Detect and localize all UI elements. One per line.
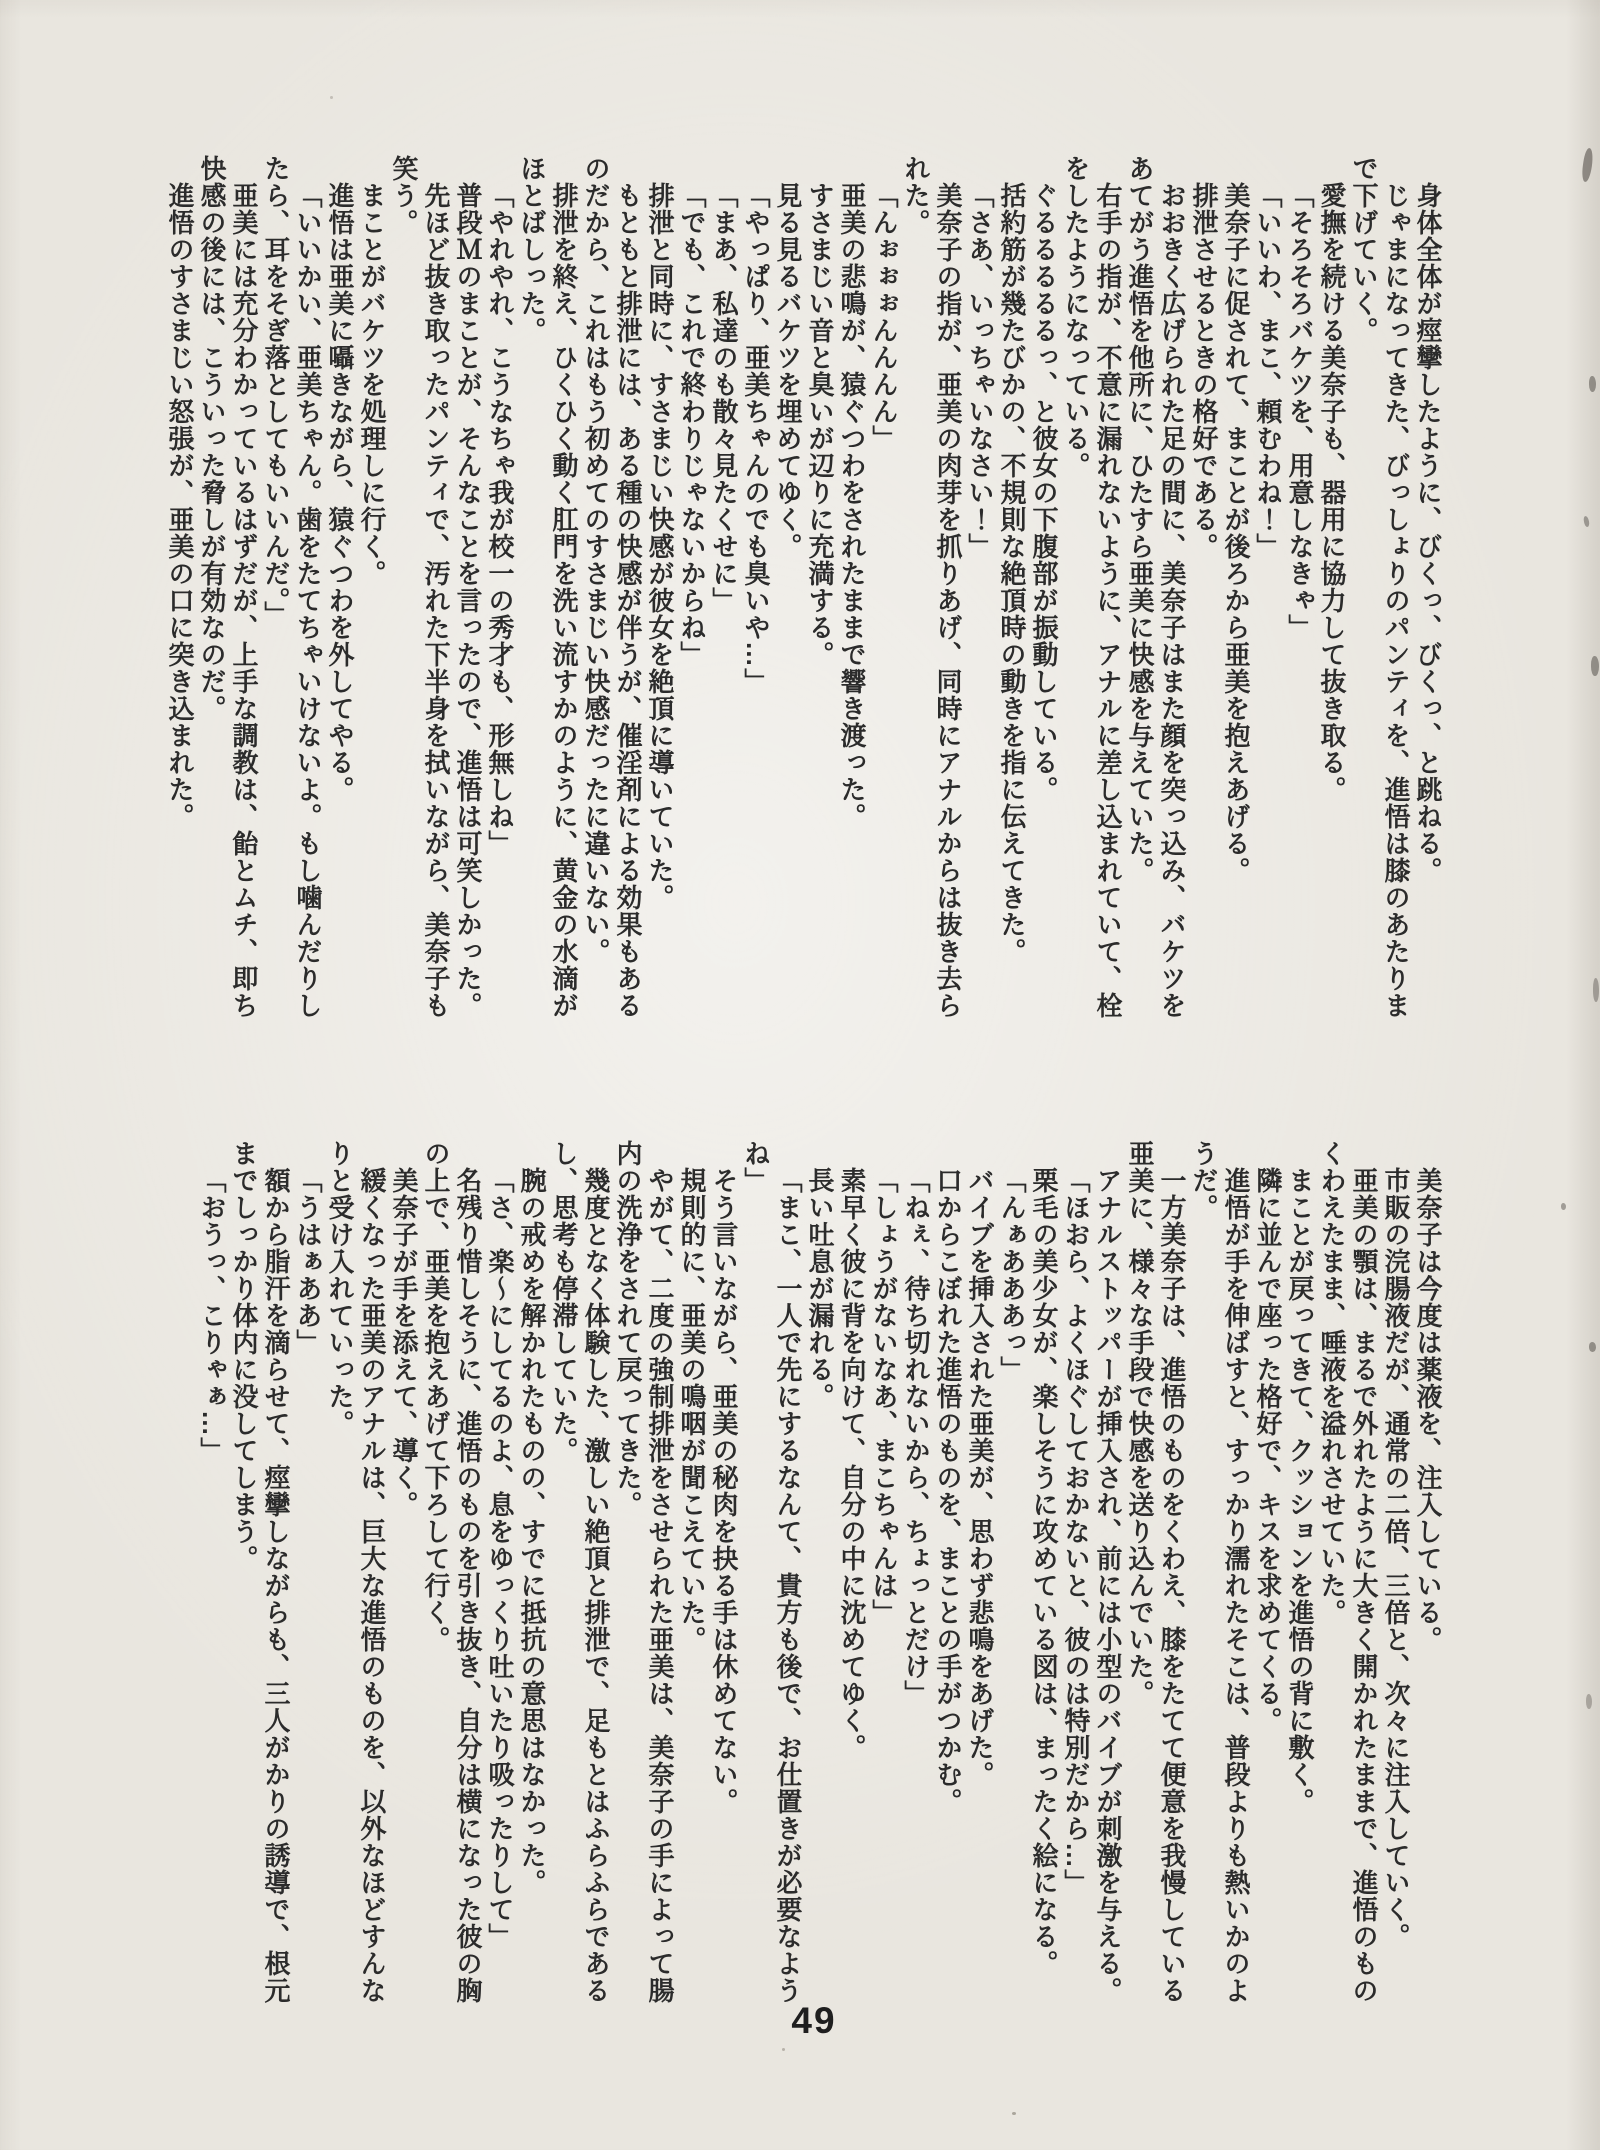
text-paragraph: 「いいかい、亜美ちゃん。歯をたてちゃいけないよ。もし噛んだりしたら、耳をそぎ落としてもいいんだ。」 bbox=[261, 155, 323, 1019]
text-paragraph: 愛撫を続ける美奈子も、器用に協力して抜き取る。 bbox=[1317, 182, 1347, 803]
text-paragraph: 長い吐息が漏れる。 bbox=[805, 1167, 835, 1410]
text-paragraph: やがて、二度の強制排泄をさせられた亜美は、美奈子の手によって腸内の洗浄をされて戻ってきた。 bbox=[613, 1140, 675, 2004]
text-paragraph: 「まこ、一人で先にするなんて、貴方も後で、お仕置きが必要なようね」 bbox=[741, 1140, 803, 2004]
text-paragraph: 隣に並んで座った格好で、キスを求めてくる。 bbox=[1253, 1167, 1283, 1734]
text-paragraph: 一方美奈子は、進悟のものをくわえ、膝をたてて便意を我慢している亜美に、様々な手段で快感を送り込んでいた。 bbox=[1125, 1140, 1187, 2004]
text-paragraph: まことが戻ってきて、クッションを進悟の背に敷く。 bbox=[1285, 1167, 1315, 1815]
text-paragraph: 額から脂汗を滴らせて、痙攣しながらも、三人がかりの誘導で、根元までしっかり体内に没してしまう。 bbox=[229, 1140, 291, 2004]
upper-text-block bbox=[114, 155, 1444, 1021]
text-paragraph: アナルストッパーが挿入され、前には小型のバイブが刺激を与える。 bbox=[1093, 1167, 1123, 2004]
text-paragraph: 「ほおら、よくほぐしておかないと、彼のは特別だから…」 bbox=[1061, 1167, 1091, 1896]
text-paragraph: じゃまになってきた、びっしょりのパンティを、進悟は膝のあたりまで下げていく。 bbox=[1349, 155, 1411, 1019]
text-paragraph: 普段Ｍのまことが、そんなことを言ったので、進悟は可笑しかった。 bbox=[453, 182, 483, 1019]
binding-mark bbox=[1589, 376, 1596, 392]
binding-mark bbox=[1581, 148, 1595, 183]
text-paragraph: 進悟のすさまじい怒張が、亜美の口に突き込まれた。 bbox=[165, 182, 195, 830]
binding-mark bbox=[1593, 978, 1599, 1002]
text-paragraph: 排泄と同時に、すさまじい快感が彼女を絶頂に導いていた。 bbox=[645, 182, 675, 911]
text-paragraph: 「やれやれ、こうなちゃ我が校一の秀才も、形無しね」 bbox=[485, 182, 515, 857]
text-paragraph: 「おうっ、こりゃぁ…」 bbox=[197, 1167, 227, 1464]
text-paragraph: 美奈子が手を添えて、導く。 bbox=[389, 1167, 419, 1518]
text-paragraph: 亜美には充分わかっているはずだが、上手な調教は、飴とムチ、即ち快感の後には、こういった脅しが有効なのだ。 bbox=[197, 155, 259, 1019]
text-paragraph: 「さ、楽〜にしてるのよ、息をゆっくり吐いたり吸ったりして」 bbox=[485, 1167, 515, 1950]
text-paragraph: 「んぉぉぉんんんん」 bbox=[869, 182, 899, 452]
text-paragraph: 幾度となく体験した、激しい絶頂と排泄で、足もとはふらふらであるし、思考も停滞していた。 bbox=[549, 1140, 611, 2004]
text-paragraph: まことがバケツを処理しに行く。 bbox=[357, 182, 387, 587]
text-paragraph: 「でも、これで終わりじゃないからね」 bbox=[677, 182, 707, 668]
text-paragraph: もともと排泄には、ある種の快感が伴うが、催淫剤による効果もあるのだから、これはもう初めてのすさまじい快感だったに違いない。 bbox=[581, 155, 643, 1019]
text-paragraph: 排泄させるときの格好である。 bbox=[1189, 182, 1219, 560]
text-paragraph: 「うはぁああ」 bbox=[293, 1167, 323, 1356]
text-paragraph: 進悟が手を伸ばすと、すっかり濡れたそこは、普段よりも熱いかのようだ。 bbox=[1189, 1140, 1251, 2004]
text-paragraph: おおきく広げられた足の間に、美奈子はまた顔を突っ込み、バケツをあてがう進悟を他所に、ひたすら亜美に快感を与えていた。 bbox=[1125, 155, 1187, 1019]
text-paragraph: 腕の戒めを解かれたものの、すでに抵抗の意思はなかった。 bbox=[517, 1167, 547, 1896]
paper-speck bbox=[782, 2048, 785, 2051]
text-paragraph: 口からこぼれた進悟のものを、まことの手がつかむ。 bbox=[933, 1167, 963, 1815]
text-paragraph: バイブを挿入された亜美が、思わず悲鳴をあげた。 bbox=[965, 1167, 995, 1788]
text-paragraph: 「まあ、私達のも散々見たくせに」 bbox=[709, 182, 739, 614]
text-paragraph: 緩くなった亜美のアナルは、巨大な進悟のものを、以外なほどすんなりと受け入れていった。 bbox=[325, 1140, 387, 2004]
text-paragraph: 美奈子に促されて、まことが後ろから亜美を抱えあげる。 bbox=[1221, 182, 1251, 884]
text-paragraph: 「しょうがないなあ、まこちゃんは」 bbox=[869, 1167, 899, 1626]
binding-mark bbox=[1583, 516, 1590, 528]
text-paragraph: 美奈子は今度は薬液を、注入している。 bbox=[1413, 1167, 1443, 1653]
text-paragraph: 進悟は亜美に囁きながら、猿ぐつわを外してやる。 bbox=[325, 182, 355, 803]
text-paragraph: そう言いながら、亜美の秘肉を抉る手は休めてない。 bbox=[709, 1167, 739, 1815]
text-paragraph: 「やっぱり、亜美ちゃんのでも臭いや…」 bbox=[741, 182, 771, 695]
text-paragraph: 「そろそろバケツを、用意しなきゃ」 bbox=[1285, 182, 1315, 641]
paper-speck bbox=[1012, 2112, 1016, 2115]
page-number: 49 bbox=[791, 2000, 837, 2041]
text-paragraph: 「いいわ、まこ、頼むわね！」 bbox=[1253, 182, 1283, 560]
text-paragraph: 市販の浣腸液だが、通常の二倍、三倍と、次々に注入していく。 bbox=[1381, 1167, 1411, 1950]
text-paragraph: 排泄を終え、ひくひく動く肛門を洗い流すかのように、黄金の水滴がほとばしった。 bbox=[517, 155, 579, 1019]
binding-mark bbox=[1561, 1203, 1566, 1210]
text-paragraph: 「んぁあああっ」 bbox=[997, 1167, 1027, 1383]
binding-mark bbox=[1589, 1342, 1596, 1352]
binding-mark bbox=[1591, 656, 1599, 676]
text-paragraph: 名残り惜しそうに、進悟のものを引き抜き、自分は横になった彼の胸の上で、亜美を抱えあげて下ろして行く。 bbox=[421, 1140, 483, 2004]
text-paragraph: 素早く彼に背を向けて、自分の中に沈めてゆく。 bbox=[837, 1167, 867, 1761]
text-paragraph: 右手の指が、不意に漏れないように、アナルに差し込まれていて、栓をしたようになっている。 bbox=[1061, 155, 1123, 1019]
text-paragraph: 栗毛の美少女が、楽しそうに攻めている図は、まったく絵になる。 bbox=[1029, 1167, 1059, 1977]
binding-mark bbox=[1586, 1694, 1592, 1709]
text-paragraph: 亜美の悲鳴が、猿ぐつわをされたままで響き渡った。 bbox=[837, 182, 867, 830]
text-paragraph: 身体全体が痙攣したように、びくっ、びくっ、と跳ねる。 bbox=[1413, 182, 1443, 884]
lower-text-block bbox=[114, 1140, 1444, 2006]
text-paragraph: 「ねぇ、待ち切れないから、ちょっとだけ」 bbox=[901, 1167, 931, 1707]
text-paragraph: 規則的に、亜美の鳴咽が聞こえていた。 bbox=[677, 1167, 707, 1653]
text-paragraph: すさまじい音と臭いが辺りに充満する。 bbox=[805, 182, 835, 668]
text-paragraph: 亜美の顎は、まるで外れたように大きく開かれたままで、進悟のものくわえたまま、唾液を溢れさせていた。 bbox=[1317, 1140, 1379, 2004]
text-paragraph: 美奈子の指が、亜美の肉芽を抓りあげ、同時にアナルからは抜き去られた。 bbox=[901, 155, 963, 1019]
text-paragraph: 先ほど抜き取ったパンティで、汚れた下半身を拭いながら、美奈子も笑う。 bbox=[389, 155, 451, 1019]
text-paragraph: ぐるるるるるっ、と彼女の下腹部が振動している。 bbox=[1029, 182, 1059, 803]
text-paragraph: 括約筋が幾たびかの、不規則な絶頂時の動きを指に伝えてきた。 bbox=[997, 182, 1027, 965]
paper-speck bbox=[330, 96, 333, 99]
text-paragraph: 見る見るバケツを埋めてゆく。 bbox=[773, 182, 803, 560]
text-paragraph: 「さあ、いっちゃいなさい！」 bbox=[965, 182, 995, 560]
